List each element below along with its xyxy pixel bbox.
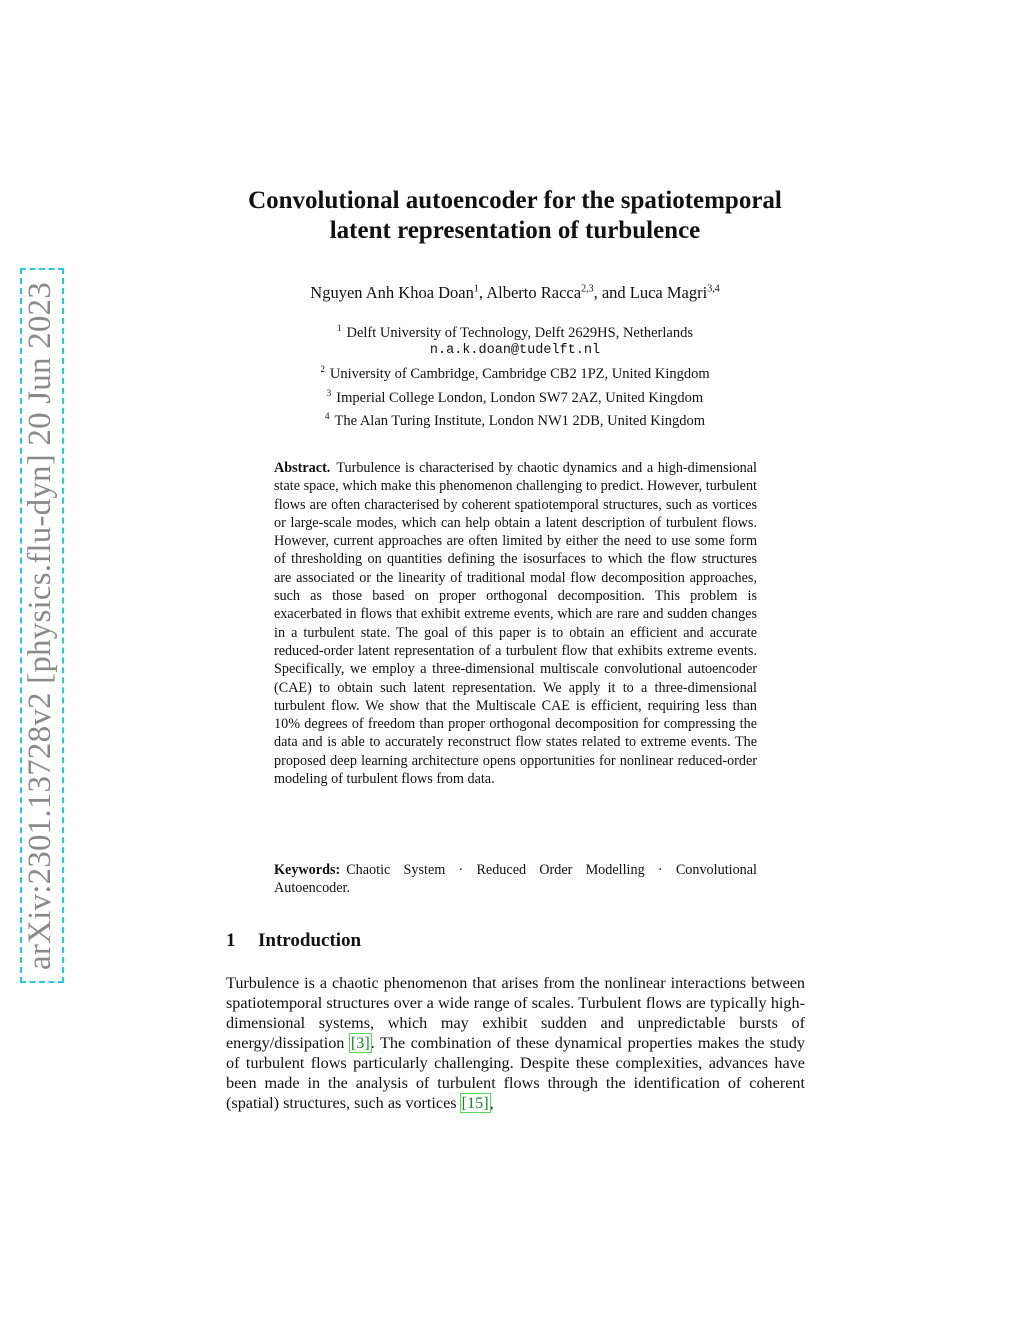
- intro-text: ,: [489, 1094, 494, 1112]
- affiliation-item: [200, 319, 830, 342]
- section-title: Introduction: [258, 930, 362, 951]
- intro-text: . The combination of these dynamical properties makes the study of turbulent flows particularly challenging. Despite these complexities, advances have been made in the analysis of turbulent flows through the identification of coherent (spatial) structures, such as vortices: [226, 1034, 805, 1112]
- affiliation-item: [200, 360, 830, 383]
- title-line-1: Convolutional autoencoder for the spatiotemporal: [248, 187, 782, 214]
- affiliation-text: Delft University of Technology, Delft 2629HS, Netherlands: [346, 324, 693, 341]
- citation-link[interactable]: [3]: [350, 1034, 370, 1052]
- affiliation-item: [200, 384, 830, 407]
- author-affil-marker: 1: [473, 283, 479, 295]
- author-list: [200, 283, 830, 303]
- section-number: 1: [226, 930, 236, 951]
- abstract: [274, 459, 757, 788]
- affiliation-item: [200, 407, 830, 430]
- keywords-text: Chaotic System · Reduced Order Modelling · Convolutional Autoencoder.: [274, 862, 757, 897]
- section-heading: [226, 930, 361, 952]
- paper-title: [200, 186, 830, 246]
- author-affil-marker: 2,3: [581, 283, 594, 295]
- author-name: Nguyen Anh Khoa Doan: [310, 283, 474, 302]
- introduction-paragraph: [226, 973, 805, 1113]
- affiliation-text: University of Cambridge, Cambridge CB2 1PZ, United Kingdom: [329, 366, 710, 383]
- citation-link[interactable]: [15]: [461, 1094, 489, 1112]
- author-separator: ,: [478, 283, 487, 302]
- author-affil-marker: 3,4: [707, 283, 720, 295]
- author-separator: , and: [593, 283, 630, 302]
- abstract-label: Abstract.: [274, 460, 331, 476]
- affiliation-text: The Alan Turing Institute, London NW1 2DB, United Kingdom: [334, 412, 706, 429]
- arxiv-identifier[interactable]: arXiv:2301.13728v2 [physics.flu-dyn] 20 Jun 2023: [22, 282, 58, 970]
- affiliation-text: Imperial College London, London SW7 2AZ, United Kingdom: [336, 389, 704, 406]
- title-line-2: latent representation of turbulence: [329, 217, 701, 244]
- affiliation-marker: 4: [324, 410, 330, 421]
- author-name: Luca Magri: [629, 283, 708, 302]
- author-name: Alberto Racca: [486, 283, 582, 302]
- intro-text: Turbulence is a chaotic phenomenon that arises from the nonlinear interactions between spatiotemporal structures over a wide range of scales. Turbulent flows are typically high-dimensional systems, which may exhibit sudden and unpredictable bursts of energy/dissipation: [226, 974, 805, 1052]
- affiliation-marker: 2: [320, 364, 325, 375]
- author-email[interactable]: n.a.k.doan@tudelft.nl: [429, 343, 601, 359]
- affiliation-marker: 1: [336, 323, 342, 333]
- affiliation-list: [200, 319, 830, 430]
- abstract-text: Turbulence is characterised by chaotic dynamics and a high-dimensional state space, which make this phenomenon challenging to predict. However, turbulent flows are often characterised by coherent spatiotemporal structures, such as vortices or large-scale modes, which can help obtain a latent description of turbulent flows. However, current approaches are often limited by either the need to use some form of thresholding on quantities defining the isosurfaces to which the flow structures are associated or the linearity of traditional modal flow decomposition approaches, such as those based on proper orthogonal decomposition. This problem is exacerbated in flows that exhibit extreme events, which are rare and sudden changes in a turbulent state. The goal of this paper is to obtain an efficient and accurate reduced-order latent representation of a turbulent flow that exhibits extreme events. Specifically, we employ a three-dimensional multiscale convolutional autoencoder (CAE) to obtain such latent representation. We apply it to a three-dimensional turbulent flow. We show that the Multiscale CAE is efficient, requiring less than 10% degrees of freedom than proper orthogonal decomposition for compressing the data and is able to accurately reconstruct flow states related to extreme events. The proposed deep learning architecture opens opportunities for nonlinear reduced-order modeling of turbulent flows from data.: [274, 460, 757, 788]
- affiliation-marker: 3: [326, 387, 332, 398]
- keywords: [274, 861, 757, 898]
- keywords-label: Keywords:: [274, 862, 341, 878]
